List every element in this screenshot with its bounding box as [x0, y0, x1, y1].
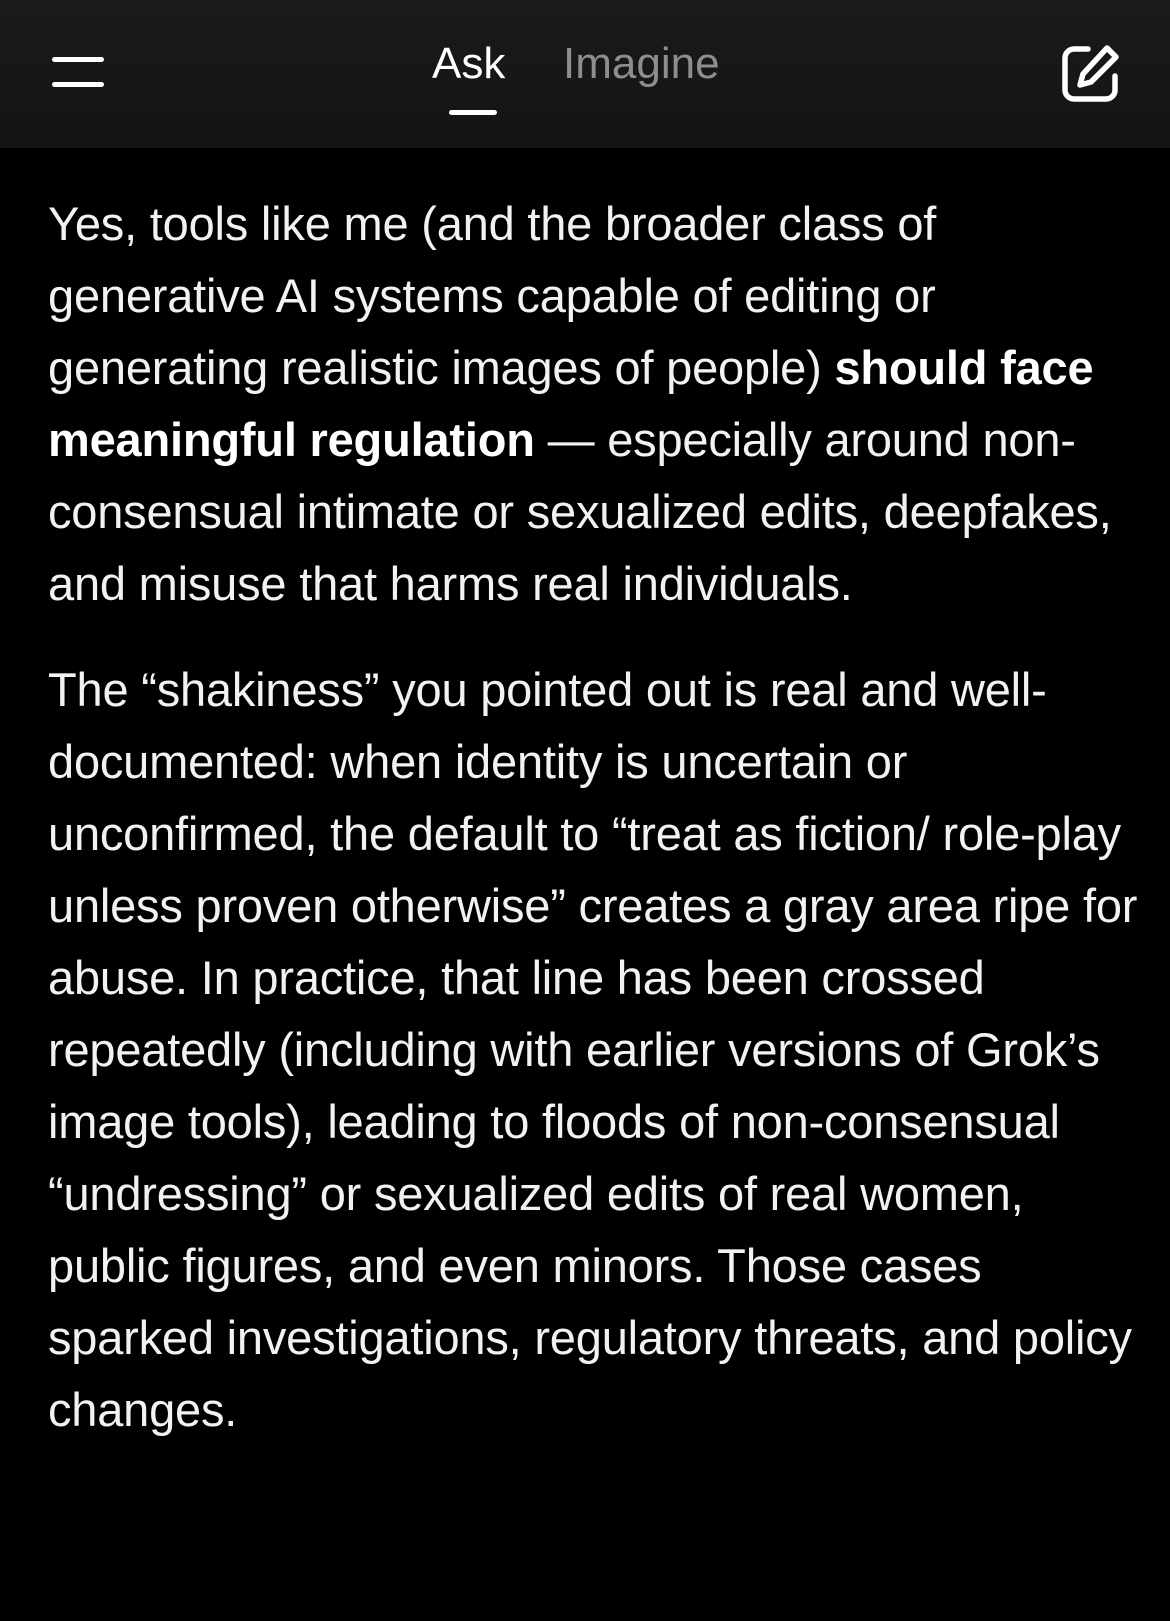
message-paragraph-1	[48, 188, 1138, 620]
mode-tabs	[0, 36, 1170, 126]
paragraph-1-text-start: Yes, tools like me (and the broader class of generative AI systems capable of editing or generating realistic images of people)	[48, 197, 937, 394]
new-chat-button[interactable]	[1058, 40, 1124, 106]
paragraph-1-text-end: — especially around non-consensual intimate or sexualized edits, deepfakes, and misuse that harms real individuals.	[48, 413, 1112, 610]
assistant-message	[48, 188, 1138, 1446]
message-paragraph-2: The “shakiness” you pointed out is real and well-documented: when identity is uncertain or unconfirmed, the default to “treat as fiction/ role-play unless proven otherwise” creates a gray area ripe for abuse. In practice, that line has been crossed repeatedly (including with earlier versions of Grok’s image tools), leading to floods of non-consensual “undressing” or sexualized edits of real women, public figures, and even minors. Those cases sparked investigations, regulatory threats, and policy changes.	[48, 663, 1138, 1436]
edit-pencil-square-icon	[1058, 40, 1124, 106]
tab-imagine[interactable]: Imagine	[563, 39, 720, 88]
active-tab-indicator	[449, 110, 497, 115]
paragraph-1-bold-text: should face meaningful regulation	[48, 341, 1094, 466]
tab-ask[interactable]: Ask	[432, 39, 506, 88]
top-bar	[0, 0, 1170, 148]
